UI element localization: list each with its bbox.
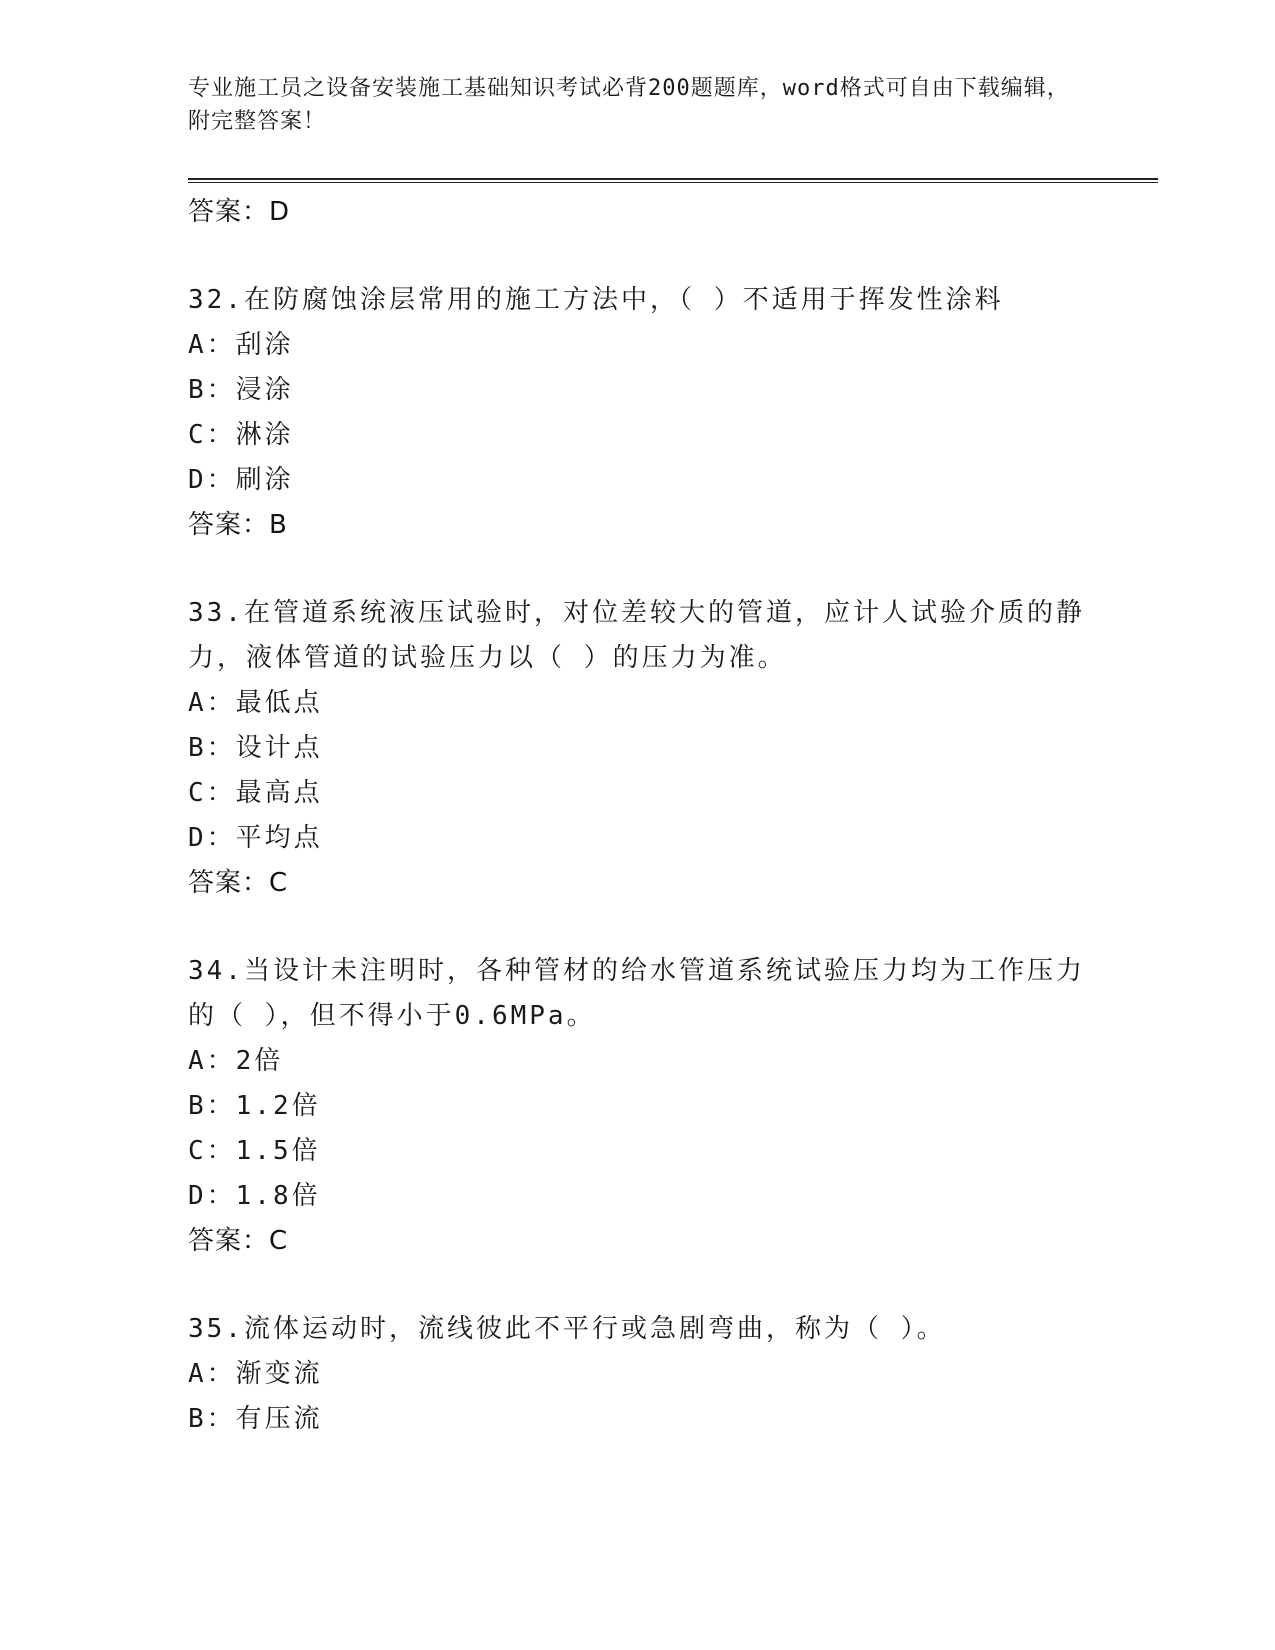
answer-line — [188, 1219, 1088, 1263]
question-block — [188, 278, 1088, 547]
option-a: A：刮涂 — [188, 330, 294, 360]
option-b: B：浸涂 — [188, 375, 294, 405]
option-a: A：渐变流 — [188, 1359, 323, 1389]
page-header — [188, 72, 1088, 138]
answer-label: 答案： — [188, 510, 270, 540]
option-d: D：平均点 — [188, 823, 323, 853]
option-c: C：淋涂 — [188, 420, 294, 450]
question-block — [188, 591, 1088, 905]
question-stem: 33.在管道系统液压试验时，对位差较大的管道，应计人试验介质的静力，液体管道的试验压力以（ ）的压力为准。 — [188, 598, 1085, 673]
question-list — [188, 190, 1088, 1442]
answer-label: 答案： — [188, 868, 270, 898]
answer-line — [188, 190, 1088, 234]
answer-value: B — [269, 510, 287, 540]
option-a: A：最低点 — [188, 688, 323, 718]
question-stem: 32.在防腐蚀涂层常用的施工方法中，（ ）不适用于挥发性涂料 — [188, 285, 1004, 315]
option-c: C：1.5倍 — [188, 1136, 321, 1166]
option-b: B：1.2倍 — [188, 1091, 321, 1121]
answer-value: C — [269, 1226, 288, 1256]
option-d: D：1.8倍 — [188, 1181, 321, 1211]
question-block — [188, 949, 1088, 1263]
option-b: B：有压流 — [188, 1404, 323, 1434]
option-c: C：最高点 — [188, 778, 323, 808]
header-rule — [188, 178, 1158, 183]
option-a: A：2倍 — [188, 1046, 284, 1076]
question-block — [188, 1307, 1088, 1442]
option-b: B：设计点 — [188, 733, 323, 763]
question-stem: 35.流体运动时，流线彼此不平行或急剧弯曲，称为（ ）。 — [188, 1314, 946, 1344]
answer-value: C — [269, 868, 288, 898]
header-text: 专业施工员之设备安装施工基础知识考试必背200题题库，word格式可自由下载编辑，附完整答案！ — [188, 76, 1070, 134]
answer-label: 答案： — [188, 1226, 270, 1256]
answer-label: 答案： — [188, 197, 270, 227]
option-d: D：刷涂 — [188, 465, 294, 495]
answer-line — [188, 503, 1088, 547]
answer-value: D — [269, 197, 290, 227]
question-stem: 34.当设计未注明时，各种管材的给水管道系统试验压力均为工作压力的（ ），但不得小于0.6MPa。 — [188, 956, 1085, 1031]
answer-line — [188, 861, 1088, 905]
